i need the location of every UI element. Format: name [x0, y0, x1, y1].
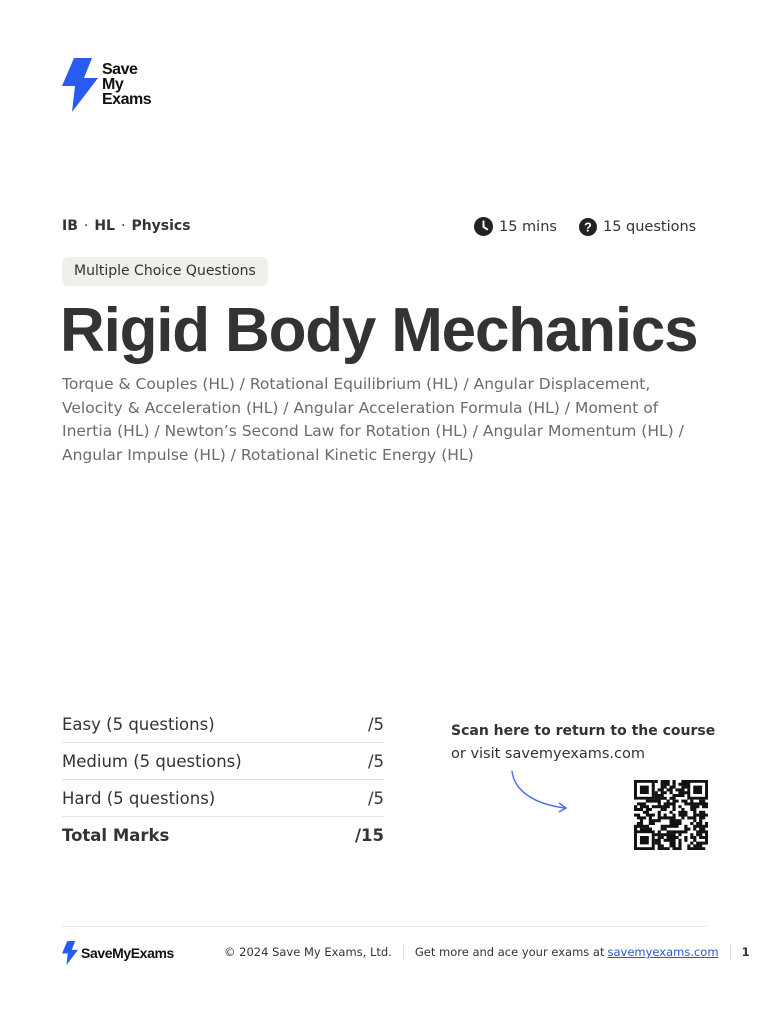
page-number: 1	[741, 945, 750, 959]
curved-arrow-icon	[505, 768, 575, 814]
scan-subtitle: or visit savemyexams.com	[451, 746, 645, 762]
total-label: Total Marks	[62, 825, 170, 845]
footer-wordmark: SaveMyExams	[81, 945, 174, 961]
clock-icon	[474, 217, 493, 236]
page-title: Rigid Body Mechanics	[60, 296, 698, 365]
footer-cta: Get more and ace your exams at	[414, 945, 605, 959]
total-value: /15	[355, 825, 384, 845]
topic-list: Torque & Couples (HL) / Rotational Equilibrium (HL) / Angular Displacement, Velocity & Acceleration (HL) / Angular Acceleration Formula (HL) / Moment of Inertia (HL) / Newton’s Second Law for Rotation (HL) / Angular Momentum (HL) / Angular Impulse (HL) / Rotational Kinetic Energy (HL)	[62, 375, 684, 464]
marks-row-medium	[62, 743, 384, 780]
marks-row-label: Medium (5 questions)	[62, 751, 242, 771]
marks-row-value: /5	[367, 788, 384, 808]
question-circle-icon	[579, 218, 597, 236]
duration	[474, 217, 557, 236]
copyright: © 2024 Save My Exams, Ltd.	[224, 945, 392, 959]
marks-table	[62, 706, 384, 853]
question-count-text: 15 questions	[602, 218, 697, 235]
exam-meta	[474, 217, 696, 236]
footer-info	[224, 945, 750, 959]
duration-text: 15 mins	[499, 218, 557, 235]
marks-row-total	[62, 817, 384, 853]
marks-row-label: Easy (5 questions)	[62, 714, 215, 734]
crumb-subject: Physics	[131, 218, 191, 234]
scan-title: Scan here to return to the course	[451, 723, 716, 739]
question-count	[579, 218, 696, 236]
svg-text:?: ?	[584, 220, 592, 234]
marks-row-hard	[62, 780, 384, 817]
logo-wordmark: Save My Exams	[102, 61, 152, 108]
marks-row-value: /5	[367, 714, 384, 734]
lightning-bolt-icon	[62, 58, 98, 112]
marks-row-easy	[62, 706, 384, 743]
crumb-level: HL	[94, 218, 115, 234]
crumb-board: IB	[62, 218, 78, 234]
footer-divider	[62, 926, 708, 927]
brand-logo	[62, 58, 172, 112]
marks-row-label: Hard (5 questions)	[62, 788, 216, 808]
qr-code[interactable]	[634, 780, 708, 850]
breadcrumb: IB · HL · Physics	[62, 218, 191, 234]
marks-row-value: /5	[367, 751, 384, 771]
question-type-badge: Multiple Choice Questions	[62, 257, 268, 286]
lightning-bolt-icon	[62, 941, 78, 965]
footer-link[interactable]: savemyexams.com	[607, 945, 719, 959]
